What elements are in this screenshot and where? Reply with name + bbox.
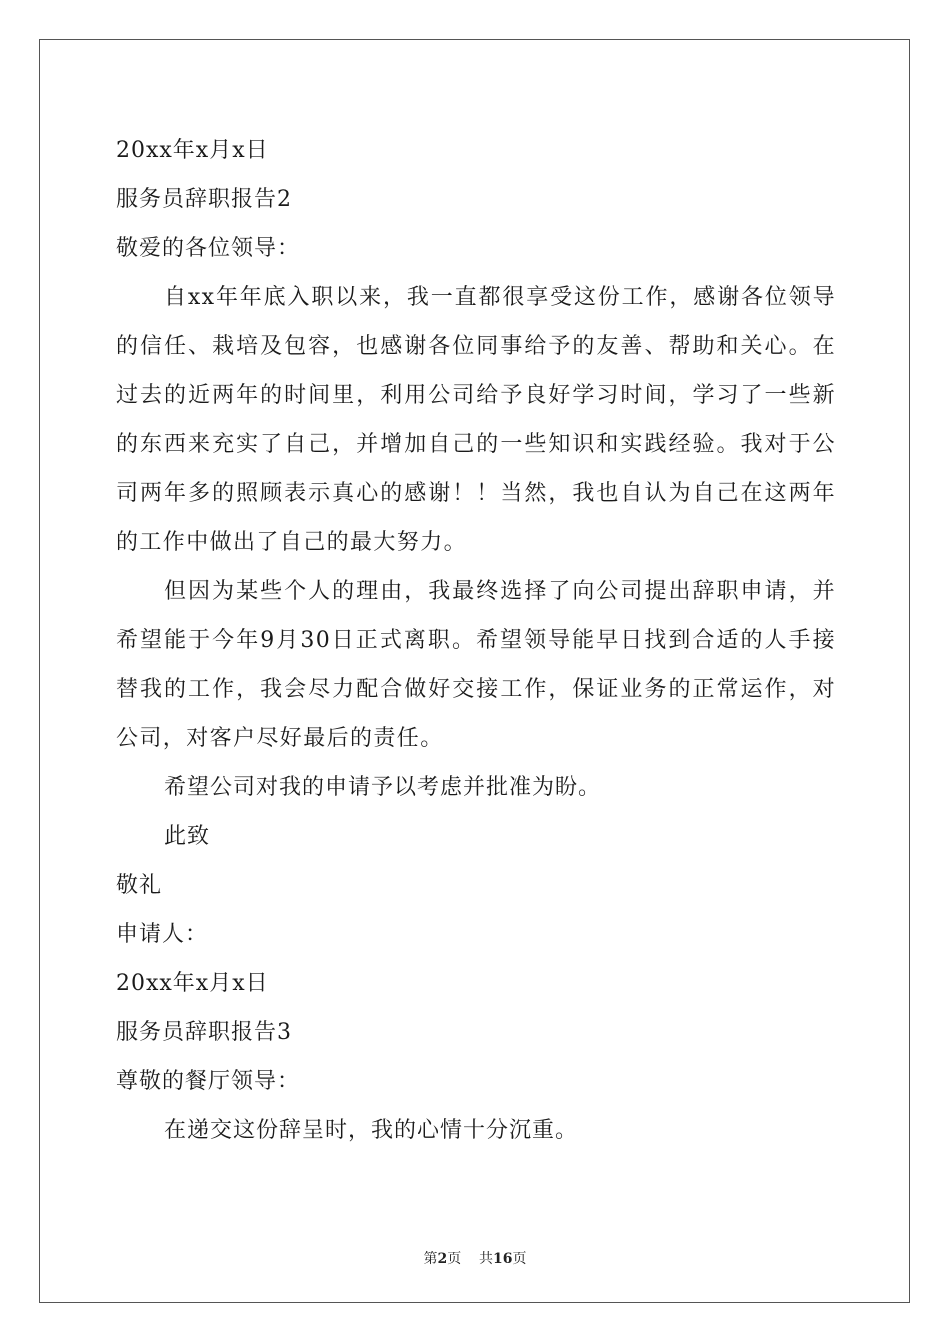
body-paragraph: 在递交这份辞呈时，我的心情十分沉重。: [164, 1118, 579, 1143]
total-pages: 16: [493, 1251, 513, 1267]
section-title: 服务员辞职报告2: [116, 187, 292, 212]
page-suffix: 页: [447, 1251, 462, 1267]
date-line: 20xx年x月x日: [116, 138, 269, 163]
total-suffix: 页: [512, 1251, 527, 1267]
closing-line: 敬礼: [116, 873, 163, 898]
document-body: [116, 126, 836, 1155]
total-prefix: 共: [479, 1251, 494, 1267]
body-paragraph: 但因为某些个人的理由，我最终选择了向公司提出辞职申请，并希望能于今年9月30日正式离职。希望领导能早日找到合适的人手接替我的工作，我会尽力配合做好交接工作，保证业务的正常运作，对公司，对客户尽好最后的责任。: [116, 579, 836, 751]
page-footer: [0, 1248, 950, 1268]
salutation: 敬爱的各位领导：: [116, 236, 301, 261]
section-title: 服务员辞职报告3: [116, 1020, 292, 1045]
body-paragraph: 自xx年年底入职以来，我一直都很享受这份工作，感谢各位领导的信任、栽培及包容，也感谢各位同事给予的友善、帮助和关心。在过去的近两年的时间里，利用公司给予良好学习时间，学习了一些新的东西来充实了自己，并增加自己的一些知识和实践经验。我对于公司两年多的照顾表示真心的感谢！！当然，我也自认为自己在这两年的工作中做出了自己的最大努力。: [116, 285, 836, 555]
page-prefix: 第: [423, 1251, 438, 1267]
page-number: 2: [437, 1251, 448, 1267]
body-paragraph: 希望公司对我的申请予以考虑并批准为盼。: [164, 775, 602, 800]
applicant-line: 申请人：: [116, 922, 209, 947]
date-line: 20xx年x月x日: [116, 971, 269, 996]
closing-line: 此致: [164, 824, 211, 849]
salutation: 尊敬的餐厅领导：: [116, 1069, 301, 1094]
